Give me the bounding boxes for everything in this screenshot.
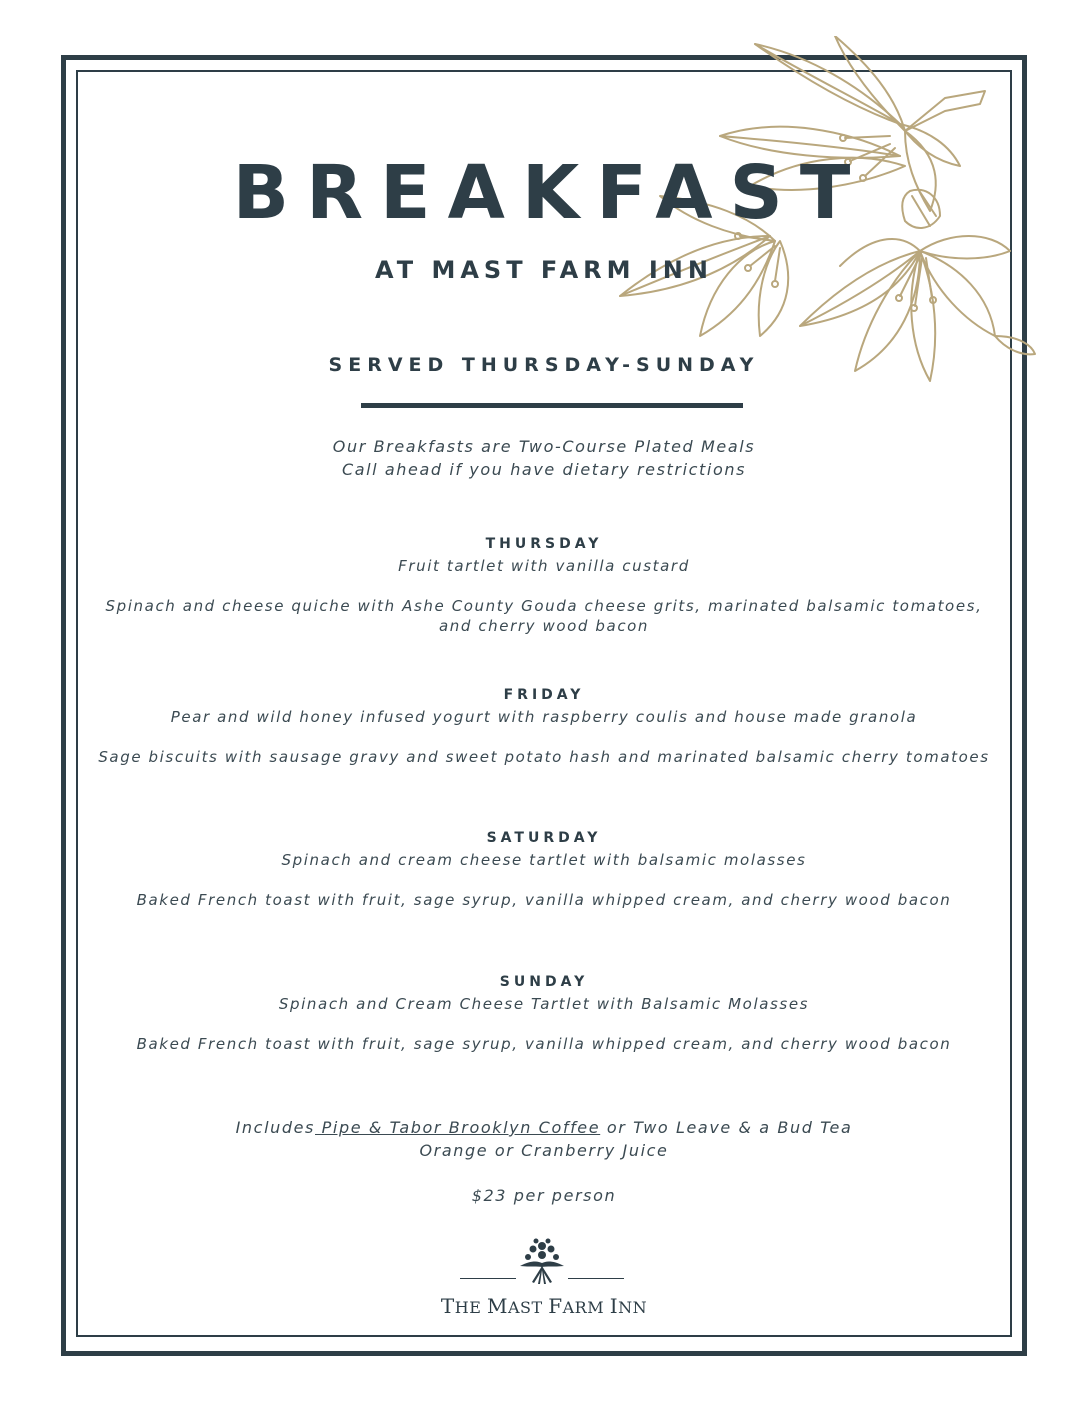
thursday-course-2: Spinach and cheese quiche with Ashe County Gouda cheese grits, marinated balsamic tomatoes, — [105, 597, 983, 615]
page-subtitle: AT MAST FARM INN — [375, 256, 713, 284]
sunday-course-1: Spinach and Cream Cheese Tartlet with Balsamic Molasses — [278, 995, 810, 1013]
includes-suffix: or Two Leave & a Bud Tea — [600, 1118, 853, 1137]
intro-line-2: Call ahead if you have dietary restrictions — [341, 460, 747, 479]
intro-line-1: Our Breakfasts are Two-Course Plated Meals — [332, 437, 756, 456]
day-heading-thursday: THURSDAY — [485, 536, 603, 552]
inn-logo-flower-icon — [516, 1236, 568, 1286]
saturday-course-2: Baked French toast with fruit, sage syrup, vanilla whipped cream, and cherry wood bacon — [136, 891, 952, 909]
day-heading-friday: FRIDAY — [503, 687, 585, 703]
thursday-course-1: Fruit tartlet with vanilla custard — [398, 557, 690, 575]
includes-prefix: Includes — [235, 1118, 315, 1137]
logo-line-right — [568, 1278, 624, 1279]
served-days-heading: SERVED THURSDAY-SUNDAY — [328, 354, 760, 376]
inn-logo-wordmark: THE MAST FARM INN — [440, 1294, 648, 1318]
saturday-course-1: Spinach and cream cheese tartlet with balsamic molasses — [281, 851, 807, 869]
coffee-link[interactable]: Pipe & Tabor Brooklyn Coffee — [315, 1118, 601, 1137]
sunday-course-2: Baked French toast with fruit, sage syrup, vanilla whipped cream, and cherry wood bacon — [136, 1035, 952, 1053]
thursday-course-2-cont: and cherry wood bacon — [438, 617, 650, 635]
includes-line — [0, 1118, 1088, 1137]
page-title: BREAKFAST — [232, 150, 868, 236]
friday-course-1: Pear and wild honey infused yogurt with raspberry coulis and house made granola — [170, 708, 918, 726]
logo-line-left — [460, 1278, 516, 1279]
day-heading-sunday: SUNDAY — [499, 974, 589, 990]
price: $23 per person — [471, 1186, 617, 1205]
juice-line: Orange or Cranberry Juice — [419, 1141, 669, 1160]
divider — [361, 403, 743, 408]
friday-course-2: Sage biscuits with sausage gravy and sweet potato hash and marinated balsamic cherry tomatoes — [98, 748, 990, 766]
day-heading-saturday: SATURDAY — [486, 830, 602, 846]
